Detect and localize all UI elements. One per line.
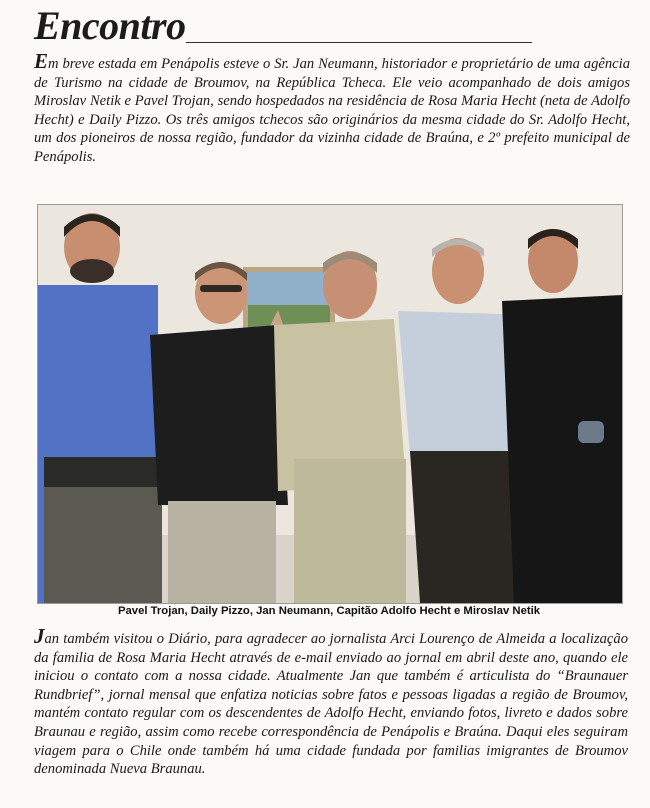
photo-caption: Pavel Trojan, Daily Pizzo, Jan Neumann, Capitão Adolfo Hecht e Miroslav Netik <box>117 605 541 617</box>
second-paragraph <box>34 624 628 779</box>
intro-paragraph <box>34 49 630 167</box>
dropcap-j: J <box>34 624 45 648</box>
group-photo <box>37 204 623 604</box>
intro-paragraph-text: m breve estada em Penápolis esteve o Sr. Jan Neumann, historiador e proprietário de uma agência de Turismo na cidade de Broumov, na República Tcheca. Ele veio acompanhado de dois amigos Miroslav Netik e Pavel Trojan, sendo hospedados na residência de Rosa Maria Hecht (neta de Adolfo Hecht) e Daily Pizzo. Os três amigos tchecos são originários da mesma cidade do Sr. Adolfo Hecht, um dos pioneiros de nossa região, fundador da vizinha cidade de Braúna, e 2º prefeito municipal de Penápolis. <box>34 56 630 165</box>
dropcap-e: E <box>34 49 49 73</box>
second-paragraph-text: an também visitou o Diário, para agradecer ao jornalista Arci Lourenço de Almeida a localização da familia de Rosa Maria Hecht através de e-mail enviado ao jornal em abril deste ano, quando ele iniciou o contato com a nossa cidade. Atualmente Jan que também é articulista do “Braunauer Rundbrief”, jornal mensal que enfatiza noticias sobre fatos e pessoas ligadas a região de Broumov, mantém contato regular com os descendentes de Adolfo Hecht, enviando fotos, livreto e dados sobre Braunau e região, assim como recebe correspondência de Penápolis e Braúna. Daqui eles seguiram viagem para o Chile onde também há uma cidade fundada por familias imigrantes de Broumov denominada Nueva Braunau. <box>34 631 628 778</box>
title-rule <box>186 42 532 43</box>
article-title: Encontro <box>34 3 186 48</box>
